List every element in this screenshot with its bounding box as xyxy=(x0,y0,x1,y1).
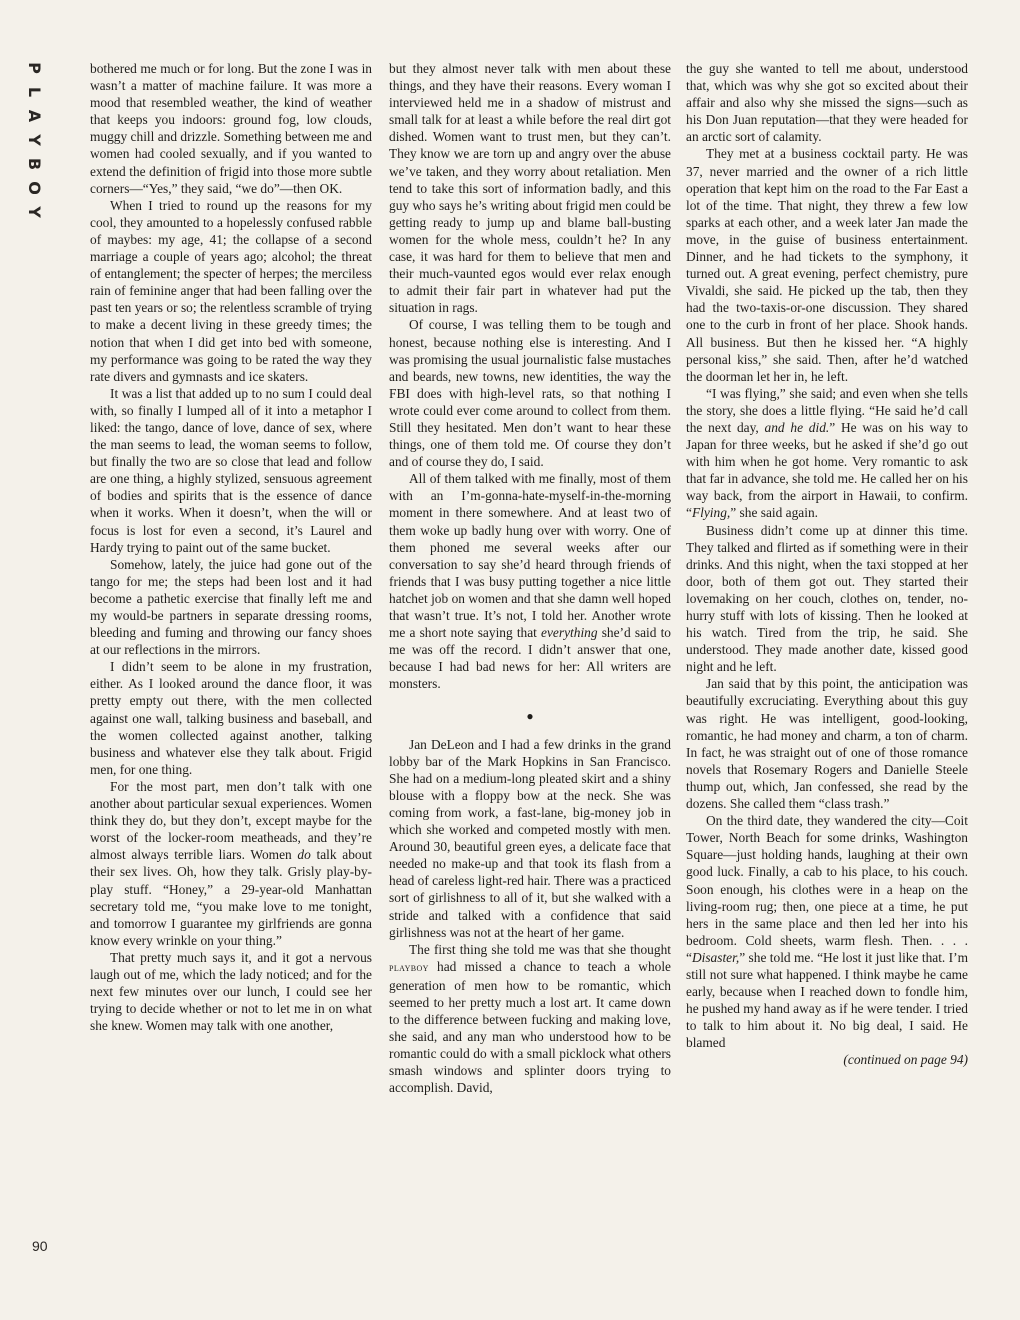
paragraph: bothered me much or for long. But the zone I was in wasn’t a matter of machine failure. It was more a mood that resembled weather, the kind of weather that keeps you indoors: ground fog, low clouds, muggy chill and drizzle. Something between me and women had cooled sexually, and if you wanted to extend the definition of frigid into those more subtle corners—“Yes,” they said, “we do”—then OK. xyxy=(90,61,372,196)
text-run: For the most part, men don’t talk with one another about particular sexual experiences. Women think they do, but they don’t, except maybe for the worst of the locker-room meatheads, and they’re almost always terrible liars. Women xyxy=(90,778,372,863)
paragraph xyxy=(389,470,671,692)
masthead-letter: L xyxy=(24,86,44,98)
page-number: 90 xyxy=(32,1238,48,1254)
paragraph: Business didn’t come up at dinner this time. They talked and flirted as if something were in their drinks. And this night, when the taxi stopped at her door, both of them got out. They started their lovemaking on her couch, clothes on, tender, no-hurry stuff with lots of kissing. Then he looked at his watch. Tired from the trip, he said. She understood. They made another date, kissed good night and he left. xyxy=(686,522,968,675)
text-run: On the third date, they wandered the city—Coit Tower, North Beach for some drinks, Washington Square—just holding hands, laughing at their own good luck. Finally, a cab to his place, to his couch. Soon enough, his clothes were in a heap on the living-room rug; then, one piece at a time, he put hers in the same place and then led her into his bedroom. Cold sheets, warm flesh. Then. . . . “ xyxy=(686,813,968,965)
masthead-letter: A xyxy=(24,109,44,123)
emphasis: Flying, xyxy=(691,505,731,521)
emphasis: and he did. xyxy=(764,419,830,435)
masthead-letter: B xyxy=(24,157,44,171)
text-run: “I was flying,” she said; and even when she tells the story, she does a little flying. “He said he’d call the next day, xyxy=(686,385,968,435)
emphasis: do xyxy=(297,847,311,863)
text-run: All of them talked with me finally, most of them with an I’m-gonna-hate-myself-in-the-morning moment in there somewhere. And at least two of them woke up badly hung over with worry. One of them phoned me several weeks after our conversation to say she’d heard through friends of friends that I was busy putting together a nice little hatchet job on women and that she damn well hoped that wasn’t true. It’s not, I told her. Another wrote me a short note saying that xyxy=(389,471,671,641)
masthead-letter: Y xyxy=(25,206,44,218)
paragraph: the guy she wanted to tell me about, understood that, which was why she got so excited about their affair and also why she missed the signs—such as his Don Juan reputation—that they were headed for an arctic sort of calamity. xyxy=(686,61,968,145)
text-run: ” He was on his way to Japan for three weeks, but he asked if she’d go out with him when he got home. Very romantic to ask that far in advance, she told me. He called her on his way back, from the airport in Hawaii, to confirm. “ xyxy=(686,419,968,521)
emphasis: everything xyxy=(541,625,598,641)
paragraph xyxy=(686,385,968,522)
playboy-small-caps: playboy xyxy=(389,961,429,974)
masthead-letter: O xyxy=(24,181,44,195)
column-3 xyxy=(686,60,968,1069)
paragraph: Jan said that by this point, the anticipation was beautifully excruciating. Everything about this guy was right. He was intelligent, good-looking, romantic, he had money and charm, a ton of charm. In fact, he was straight out of one of those romance novels that Rosemary Rogers and Danielle Steele thump out, which, Jan confessed, she read by the dozens. She called them “class trash.” xyxy=(686,676,968,812)
text-run: talk about their sex lives. Oh, how they talk. Grisly play-by-play stuff. “Honey,” a 29-year-old Manhattan secretary told me, “you make love to me tonight, and tomorrow I guarantee my girlfriends are gonna know every wrinkle on your thing.” xyxy=(90,847,372,948)
masthead-letter: P xyxy=(24,62,44,74)
paragraph xyxy=(90,778,372,949)
paragraph: I didn’t seem to be alone in my frustration, either. As I looked around the dance floor, it was pretty empty out there, with the men collected against one wall, talking business and baseball, and the women collected against another, talking business and whatever else they talk about. Frigid men, for one thing. xyxy=(90,659,372,777)
text-run: ” she said again. xyxy=(730,505,819,521)
masthead-playboy xyxy=(22,58,46,222)
paragraph: Of course, I was telling them to be tough and honest, because nothing else is interesting. And I was promising the usual journalistic false mustaches and beards, new towns, new identities, the way the FBI does with high-level rats, so that nothing I wrote could ever come around to collect from them. Still they hesitated. Men don’t want to hear these things, one of them told me. Of course they don’t and of course they do, I said. xyxy=(389,317,671,470)
paragraph: That pretty much says it, and it got a nervous laugh out of me, which the lady noticed; and for the next few minutes over our lunch, I could see her trying to decide whether or not to let me in on what she knew. Women may talk with one another, xyxy=(90,949,372,1034)
paragraph xyxy=(389,941,671,1097)
text-run: The first thing she told me was that she thought xyxy=(409,941,671,957)
paragraph: When I tried to round up the reasons for my cool, they amounted to a hopelessly confused rabble of maybes: my age, 41; the collapse of a second marriage a couple of years ago; alcohol; the threat of entanglement; the specter of herpes; the merciless rain of feminine anger that had been falling over the past ten years or so; the relentless scramble of trying to make a decent living in these greedy times; the notion that when I did get into bed with someone, my performance was going to be rated the way they rate divers and gymnasts and ice skaters. xyxy=(90,197,372,384)
text-run: she’d said to me was off the record. I didn’t answer that one, because I had bad news for her: All writers are monsters. xyxy=(389,625,671,692)
text-run: had missed a chance to teach a whole generation of men how to be romantic, which seemed to her pretty much a lost art. It came down to the difference between fucking and making love, she said, and any man who understood how to be romantic could do with a small picklock what others smash windows and splinter doors trying to accomplish. David, xyxy=(389,958,671,1096)
column-1 xyxy=(90,60,372,1034)
column-2 xyxy=(389,60,671,1097)
continued-note: (continued on page 94) xyxy=(843,1052,968,1068)
paragraph xyxy=(686,812,968,1051)
text-run: ” she told me. “He lost it just like that. I’m still not sure what happened. I think maybe he came early, because when I reached down to fondle him, he pushed my hand away as if he were tender. I tried to talk to him about it. No big deal, I said. He blamed xyxy=(686,949,968,1051)
paragraph: but they almost never talk with men about these things, and they have their reasons. Every woman I interviewed held me in a shadow of mistrust and small talk for at least a while before the real dirt got dished. Women want to trust men, but they can’t. They know we are torn up and angry over the abuse we’ve taken, and they worry about retaliation. Men tend to take this sort of information badly, and this guy who says he’s writing about frigid men could be getting ready to jump up and blame ball-busting women for the whole mess, couldn’t he? In any case, it was hard for them to believe that men and their much-vaunted egos would ever relax enough to admit their fair part in whatever had put the situation in rags. xyxy=(389,61,671,316)
paragraph: Somehow, lately, the juice had gone out of the tango for me; the steps had been lost and it had become a pathetic exercise that finally left me and my would-be partners in separate dressing rooms, bleeding and fuming and throwing our fancy shoes at our reflections in the mirrors. xyxy=(90,556,372,658)
paragraph: They met at a business cocktail party. He was 37, never married and the owner of a rich little operation that kept him on the road to the Far East a lot of the time. That night, they threw a few low sparks at each other, and a week later Jan made the move, in the guise of business entertainment. Dinner, and he had tickets to the symphony, it turned out. A great evening, perfect chemistry, pure Vivaldi, she said. He picked up the tab, then they had the two-taxis-or-one discussion. They shared one to the curb in front of her place. Shook hands. All business. But then he kissed her. “A highly personal kiss,” she said. Then, after he’d watched the doorman let her in, he left. xyxy=(686,146,968,384)
section-separator: ● xyxy=(526,709,534,724)
emphasis: Disaster, xyxy=(691,949,740,965)
paragraph: Jan DeLeon and I had a few drinks in the grand lobby bar of the Mark Hopkins in San Francisco. She had on a medium-long pleated skirt and a shiny blouse with a floppy bow at the neck. She was coming from work, a fast-lane, big-money job in which she worked and competed mostly with men. Around 30, beautiful green eyes, a delicate face that needed no make-up and that took its flash from a head of careless light-red hair. There was a practiced sort of girlishness to all of it, but she walked with a stride and talked with a confidence that said girlishness was not at the heart of her game. xyxy=(389,736,671,940)
masthead-letter: Y xyxy=(25,134,44,146)
paragraph: It was a list that added up to no sum I could deal with, so finally I lumped all of it into a metaphor I liked: the tango, dance of love, dance of sex, where the man seems to lead, the woman seems to follow, but finally the two are so close that lead and follow are one thing, a highly stylized, sensuous agreement of bodies and spirits that is the essence of dance when it works. When it doesn’t, when the will or focus is lost for even a second, it’s Laurel and Hardy trying to paint out of the same bucket. xyxy=(90,385,372,555)
